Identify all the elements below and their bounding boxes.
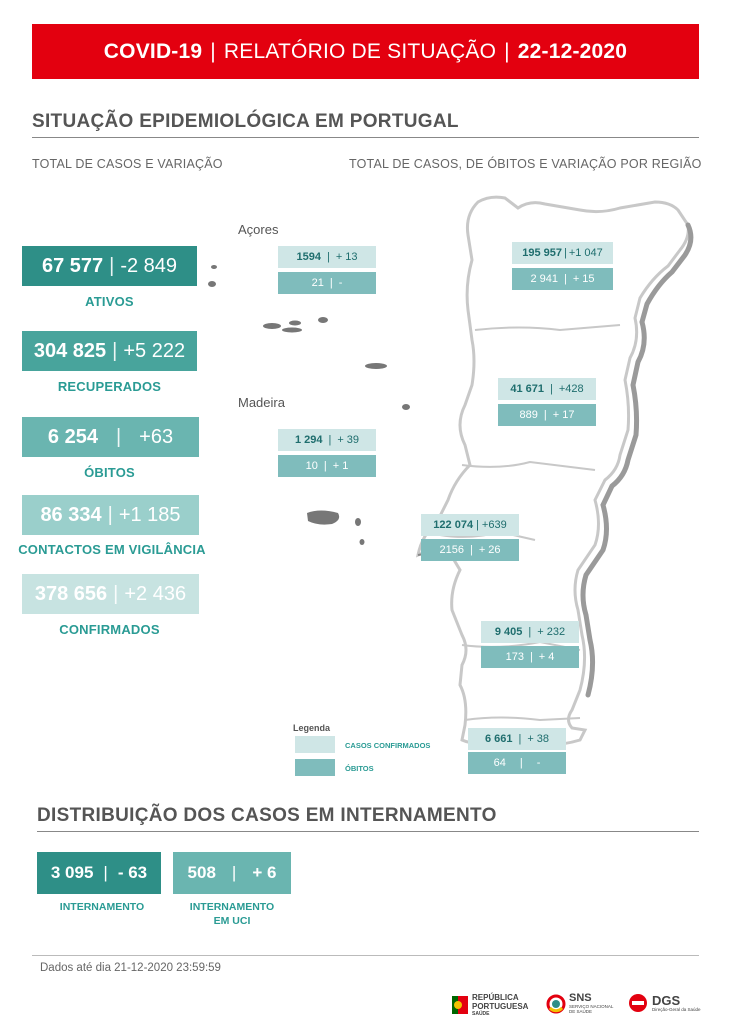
region-madeira-cases [278, 429, 376, 451]
hospital-delta: - 63 [117, 863, 148, 882]
header-date: 22-12-2020 [517, 39, 628, 63]
hospital-value: 3 095 [50, 863, 94, 882]
sns-emblem-icon [546, 994, 566, 1014]
region-cases-delta: +1 047 [568, 247, 603, 259]
stat-box-recovered [22, 331, 197, 371]
region-divider: | [518, 733, 522, 745]
hospital-label-wards [37, 900, 167, 914]
region-divider: | [529, 651, 533, 663]
region-deaths-delta: + 4 [538, 651, 555, 663]
legend-title: Legenda [293, 723, 331, 733]
sns-text: SNS [569, 992, 592, 1004]
stat-delta: -2 849 [120, 254, 178, 277]
hospital-divider: | [231, 863, 237, 882]
legend-label-confirmed: CASOS CONFIRMADOS [345, 741, 431, 750]
stat-label-recovered: RECUPERADOS [57, 379, 162, 394]
region-lisbon-deaths [421, 539, 519, 561]
region-divider: | [326, 251, 330, 263]
region-alentejo-cases [481, 621, 579, 643]
footer-divider [32, 955, 699, 956]
section-divider [37, 831, 699, 832]
logo-sns [546, 993, 613, 1014]
stat-divider: | [107, 503, 113, 526]
region-cases-value: 9 405 [494, 626, 523, 638]
hospital-divider: | [103, 863, 108, 882]
region-cases-delta: + 13 [335, 251, 358, 263]
region-cases-value: 1 294 [294, 434, 323, 446]
republica-text-2: PORTUGUESA [472, 1002, 529, 1011]
region-deaths-delta: + 26 [478, 544, 501, 556]
region-center-cases [498, 378, 596, 400]
region-deaths-value: 10 [305, 460, 318, 472]
hospital-box-wards [37, 852, 161, 894]
hospital-delta: + 6 [252, 863, 277, 882]
republica-text-1: REPÚBLICA [472, 993, 519, 1002]
region-deaths-value: 21 [311, 277, 324, 289]
region-deaths-delta: - [338, 277, 343, 289]
region-deaths-value: 173 [505, 651, 524, 663]
region-divider: | [469, 544, 473, 556]
report-header-banner [32, 24, 699, 79]
stat-label-deaths: ÓBITOS [84, 465, 135, 480]
header-separator: | [504, 39, 510, 63]
region-deaths-delta: + 15 [572, 273, 595, 285]
region-center-deaths [498, 404, 596, 426]
region-madeira-deaths [278, 455, 376, 477]
region-divider: | [550, 383, 553, 395]
stat-box-contacts [22, 495, 199, 535]
stat-delta: +1 185 [118, 503, 181, 526]
stat-label-confirmed: CONFIRMADOS [59, 622, 160, 637]
region-divider: | [328, 434, 332, 446]
region-cases-value: 195 957 [522, 247, 562, 259]
region-cases-delta: + 39 [337, 434, 360, 446]
region-divider: | [323, 460, 327, 472]
dgs-sub: Direção-Geral da Saúde [652, 1007, 701, 1012]
region-divider: | [528, 626, 532, 638]
section-title-hospitalization: DISTRIBUIÇÃO DOS CASOS EM INTERNAMENTO [37, 805, 497, 826]
region-divider: | [519, 757, 523, 769]
stat-value: 304 825 [33, 339, 107, 362]
stat-delta: +63 [139, 425, 174, 448]
madeira-label: Madeira [238, 395, 285, 410]
stat-divider: | [113, 582, 119, 605]
hospital-label-line: INTERNAMENTO [59, 901, 145, 913]
madeira-islands [307, 511, 365, 546]
region-deaths-value: 889 [519, 409, 538, 421]
region-cases-delta: +639 [481, 519, 507, 531]
stat-delta: +2 436 [124, 582, 187, 605]
region-cases-value: 6 661 [484, 733, 513, 745]
region-cases-delta: + 232 [537, 626, 566, 638]
region-cases-value: 1594 [296, 251, 321, 263]
republica-text-3: SAÚDE [472, 1011, 490, 1017]
stat-box-deaths [22, 417, 199, 457]
header-separator: | [210, 39, 216, 63]
region-cases-delta: + 38 [527, 733, 550, 745]
region-cases-delta: +428 [558, 383, 584, 395]
stat-divider: | [115, 425, 122, 448]
region-lisbon-cases [421, 514, 519, 536]
hospital-box-icu [173, 852, 291, 894]
stat-value: 6 254 [47, 425, 98, 448]
legend-swatch-confirmed [295, 736, 335, 753]
region-azores-cases [278, 246, 376, 268]
border-shadow [583, 225, 691, 695]
hospital-label-line: INTERNAMENTO [189, 901, 275, 913]
logo-dgs [627, 993, 701, 1013]
region-deaths-delta: + 17 [552, 409, 575, 421]
logo-republica [452, 993, 528, 1017]
header-report-title: RELATÓRIO DE SITUAÇÃO [223, 39, 497, 63]
region-algarve-cases [468, 728, 566, 750]
section-divider [32, 137, 699, 138]
stat-label-contacts: CONTACTOS EM VIGILÂNCIA [18, 542, 206, 557]
region-divider: | [563, 247, 567, 259]
region-divider: | [476, 519, 479, 531]
stat-box-active [22, 246, 197, 286]
region-alentejo-deaths [481, 646, 579, 668]
hospital-label-line: EM UCI [213, 915, 251, 927]
hospital-value: 508 [187, 863, 216, 882]
hospital-label-icu [173, 900, 291, 928]
data-timestamp: Dados até dia 21-12-2020 23:59:59 [40, 962, 221, 974]
region-deaths-value: 2 941 [530, 273, 558, 285]
region-deaths-value: 64 [493, 757, 506, 769]
header-covid: COVID-19 [103, 39, 203, 63]
dgs-text: DGS [652, 993, 681, 1008]
stat-label-active: ATIVOS [85, 294, 134, 309]
stat-delta: +5 222 [123, 339, 186, 362]
stat-value: 67 577 [41, 254, 104, 277]
legend-swatch-deaths [295, 759, 335, 776]
sns-sub-1: SERVIÇO NACIONAL [569, 1004, 614, 1009]
sns-sub-2: DE SAÚDE [569, 1009, 593, 1014]
region-azores-deaths [278, 272, 376, 294]
stat-box-confirmed [22, 574, 199, 614]
section-title-epidemiological: SITUAÇÃO EPIDEMIOLÓGICA EM PORTUGAL [32, 111, 459, 132]
region-north-cases [512, 242, 613, 264]
left-subheading: TOTAL DE CASOS E VARIAÇÃO [32, 157, 223, 171]
stat-divider: | [109, 254, 115, 277]
region-deaths-delta: + 1 [332, 460, 349, 472]
region-divider: | [543, 409, 547, 421]
region-cases-value: 41 671 [510, 383, 544, 395]
stat-value: 86 334 [40, 503, 102, 526]
stat-divider: | [112, 339, 118, 362]
region-algarve-deaths [468, 752, 566, 774]
legend-label-deaths: ÓBITOS [345, 764, 374, 773]
region-divider: | [563, 273, 567, 285]
dgs-emblem-icon [627, 993, 649, 1013]
region-deaths-value: 2156 [439, 544, 464, 556]
region-north-deaths [512, 268, 613, 290]
region-cases-value: 122 074 [433, 519, 474, 531]
stat-value: 378 656 [34, 582, 108, 605]
region-divider: | [329, 277, 333, 289]
right-subheading: TOTAL DE CASOS, DE ÓBITOS E VARIAÇÃO POR REGIÃO [349, 157, 702, 171]
region-deaths-delta: - [536, 757, 541, 769]
azores-label: Açores [238, 222, 279, 237]
republica-emblem-icon [452, 996, 468, 1014]
